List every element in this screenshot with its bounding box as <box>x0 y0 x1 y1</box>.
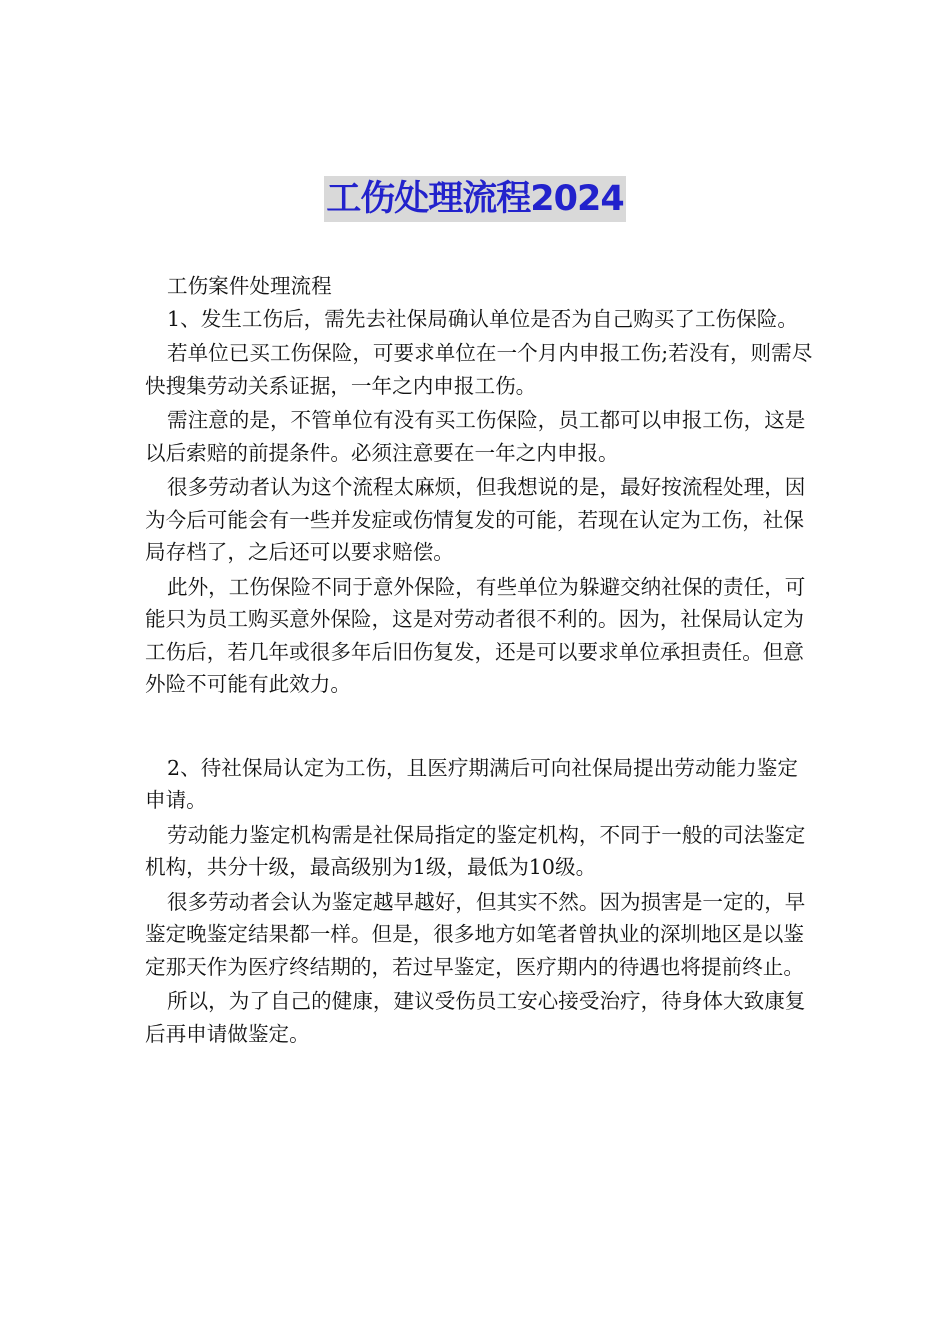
paragraph: 所以，为了自己的健康，建议受伤员工安心接受治疗，待身体大致康复后再申请做鉴定。 <box>145 989 806 1046</box>
document-body <box>145 270 813 1050</box>
section-spacer <box>145 701 813 752</box>
document-title: 工伤处理流程2024 <box>324 176 625 222</box>
paragraph: 2、待社保局认定为工伤，且医疗期满后可向社保局提出劳动能力鉴定申请。 <box>145 755 798 812</box>
paragraph: 若单位已买工伤保险，可要求单位在一个月内申报工伤;若没有，则需尽快搜集劳动关系证据，一年之内申报工伤。 <box>145 341 813 398</box>
title-container <box>0 176 950 222</box>
section-heading: 工伤案件处理流程 <box>167 274 332 298</box>
paragraph: 很多劳动者会认为鉴定越早越好，但其实不然。因为损害是一定的，早鉴定晚鉴定结果都一样。但是，很多地方如笔者曾执业的深圳地区是以鉴定那天作为医疗终结期的，若过早鉴定，医疗期内的待遇也将提前终止。 <box>145 889 806 979</box>
paragraph: 1、发生工伤后，需先去社保局确认单位是否为自己购买了工伤保险。 <box>167 306 798 331</box>
paragraph: 需注意的是，不管单位有没有买工伤保险，员工都可以申报工伤，这是以后索赔的前提条件。必须注意要在一年之内申报。 <box>145 408 806 465</box>
paragraph: 很多劳动者认为这个流程太麻烦，但我想说的是，最好按流程处理，因为今后可能会有一些并发症或伤情复发的可能，若现在认定为工伤，社保局存档了，之后还可以要求赔偿。 <box>145 475 806 564</box>
paragraph: 劳动能力鉴定机构需是社保局指定的鉴定机构，不同于一般的司法鉴定机构，共分十级，最高级别为1级，最低为10级。 <box>145 822 806 879</box>
paragraph: 此外，工伤保险不同于意外保险，有些单位为躲避交纳社保的责任，可能只为员工购买意外保险，这是对劳动者很不利的。因为，社保局认定为工伤后，若几年或很多年后旧伤复发，还是可以要求单位承担责任。但意外险不可能有此效力。 <box>145 574 806 696</box>
